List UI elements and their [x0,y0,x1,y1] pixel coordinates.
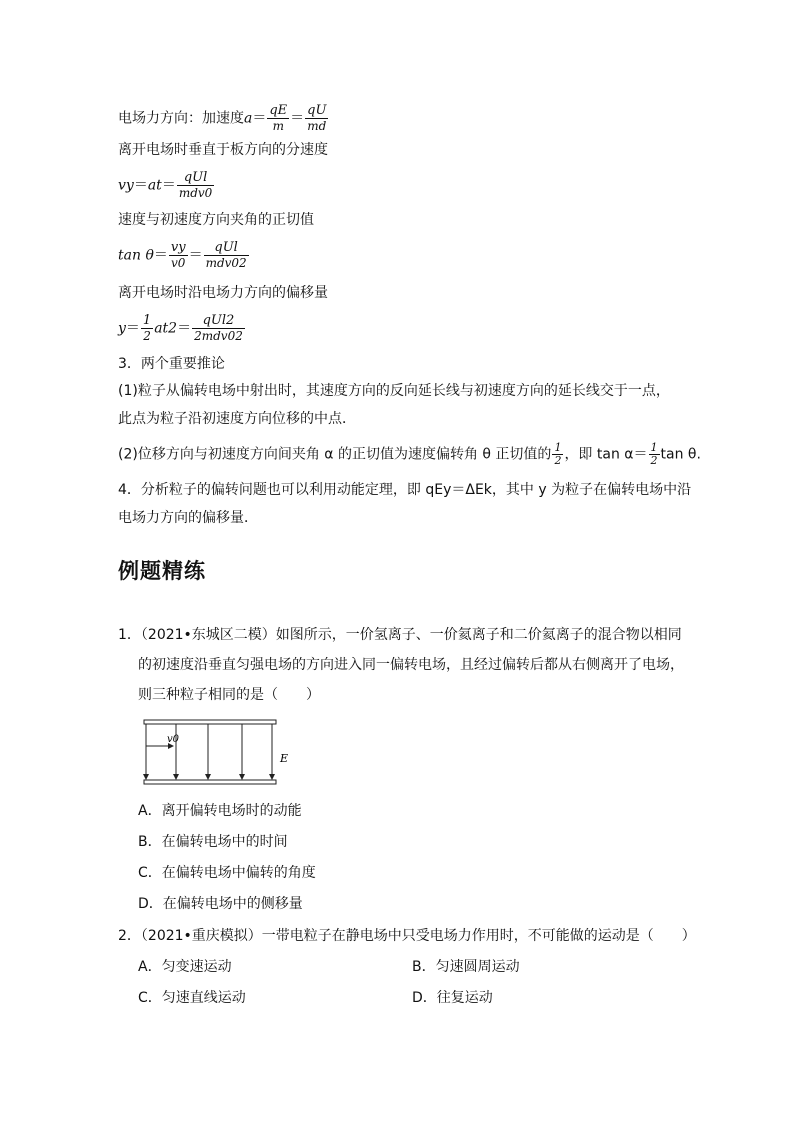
q1-stem-line-2: 的初速度沿垂直匀强电场的方向进入同一偏转电场，且经过偏转后都从右侧离开了电场， [138,657,684,673]
q1-option-a[interactable]: A．离开偏转电场时的动能 [138,803,302,819]
q2-stem: 2．（2021•重庆模拟）一带电粒子在静电场中只受电场力作用时，不可能做的运动是（ ） [118,928,696,944]
vy-description: 离开电场时垂直于板方向的分速度 [118,142,328,158]
field-lines [146,724,272,776]
upper-plate [144,720,276,724]
eq4-fraction-1: $\frac{1}{2}$ [142,313,152,343]
q2-option-c[interactable]: C．匀速直线运动 [138,990,246,1006]
section-4-line-2: 电场力方向的偏移量． [118,510,258,526]
q1-option-d[interactable]: D．在偏转电场中的侧移量 [138,896,303,912]
eq2-lhs: vy [118,177,134,194]
lower-plate [144,780,276,784]
acceleration-label: 电场力方向：加速度 [118,110,244,127]
q1-stem-line-3: 则三种粒子相同的是（ ） [138,687,320,703]
tan-equation: tan θ＝ $\frac{vy}{v0}$ ＝ $\frac{\text{qUl}}{\text{mdv02}}$ [118,240,247,270]
eq1-fraction-2: $\frac{qU}{md}$ [307,103,327,133]
q2-option-b[interactable]: B．匀速圆周运动 [412,959,520,975]
eq4-lhs: y [118,320,126,337]
section-4-line-1: 4．分析粒子的偏转问题也可以利用动能定理，即 qEy＝ΔEk，其中 y 为粒子在偏转电场中沿 [118,482,692,498]
q2-option-d[interactable]: D．往复运动 [412,990,493,1006]
vy-equation: vy＝at＝ $\frac{\text{qUl}}{\text{mdv0}}$ [118,170,213,200]
half-fraction-2: $\frac{1}{2}$ [650,441,658,467]
q1-option-b[interactable]: B．在偏转电场中的时间 [138,834,288,850]
q1-stem-line-1: 1．（2021•东城区二模）如图所示，一价氢离子、一价氦离子和二价氦离子的混合物以相同 [118,627,682,643]
acceleration-line: 电场力方向：加速度a＝ $\frac{qE}{m}$ ＝ $\frac{qU}{md}$ [118,103,327,133]
inference-1-line-2: 此点为粒子沿初速度方向位移的中点． [118,411,356,427]
eq4-fraction-2: $\frac{\text{qUl2}}{\text{2mdv02}}$ [194,313,243,343]
eq1-fraction-1: $\frac{qE}{m}$ [269,103,288,133]
q1-option-c[interactable]: C．在偏转电场中偏转的角度 [138,865,316,881]
example-practice-heading: 例题精练 [118,559,206,583]
eq1-lhs: a [244,110,253,127]
q2-option-a[interactable]: A．匀变速运动 [138,959,232,975]
inference-1-line-1: (1)粒子从偏转电场中射出时，其速度方向的反向延长线与初速度方向的延长线交于一点， [118,383,670,399]
deflection-field-figure [140,714,320,794]
eq3-fraction-1: $\frac{vy}{v0}$ [170,240,186,270]
eq2-fraction: $\frac{\text{qUl}}{\text{mdv0}}$ [178,170,213,200]
half-fraction-1: $\frac{1}{2}$ [554,441,562,467]
y-equation: y＝ $\frac{1}{2}$ at2＝ $\frac{\text{qUl2}}{\text{2mdv02}}$ [118,313,243,343]
eq3-lhs: tan θ [118,247,154,264]
eq3-fraction-2: $\frac{\text{qUl}}{\text{mdv02}}$ [205,240,247,270]
v0-label: v0 [167,734,180,745]
inference-2: (2)位移方向与初速度方向间夹角 α 的正切值为速度偏转角 θ 正切值的 $\frac{1}{2}$ ，即 tan α＝ $\frac{1}{2}$ tan θ. [118,441,701,467]
e-label: E [280,752,289,765]
section-3-title: 3．两个重要推论 [118,356,225,372]
tan-description: 速度与初速度方向夹角的正切值 [118,212,314,228]
y-description: 离开电场时沿电场力方向的偏移量 [118,285,328,301]
field-arrowheads [143,774,275,780]
